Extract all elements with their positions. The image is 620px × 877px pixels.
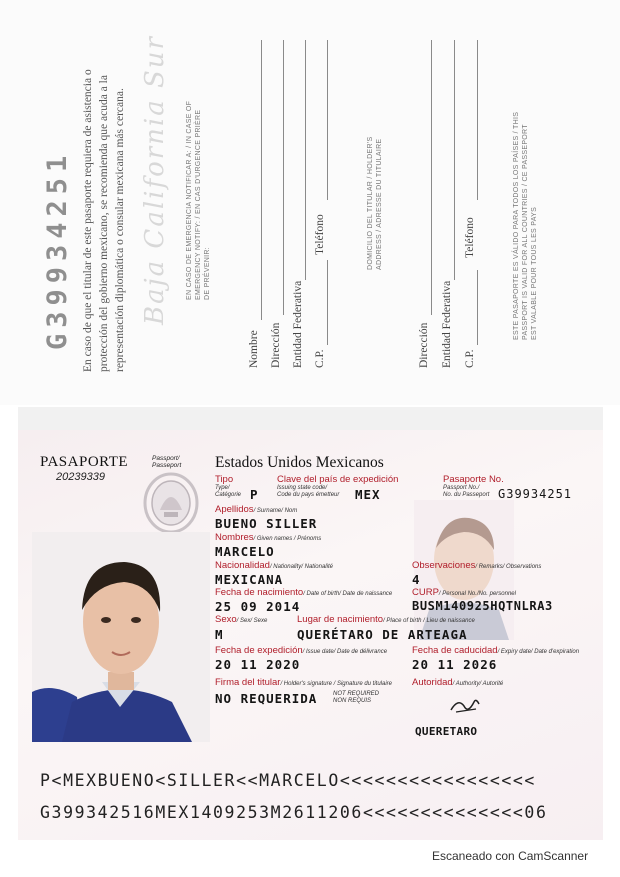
form1-entidad-label: Entidad Federativa: [292, 280, 304, 368]
sexo-label: Sexo/ Sex/ Sexe: [215, 614, 268, 625]
tipo-value: P: [250, 487, 259, 502]
form1-direccion-label: Dirección: [270, 322, 282, 368]
fecha-caducidad-label: Fecha de caducidad/ Expiry date/ Date d'expiration: [412, 645, 580, 656]
passport-no-value: G39934251: [498, 487, 573, 501]
form2-entidad-line: [454, 40, 455, 280]
mrz-line-1: P<MEXBUENO<SILLER<<MARCELO<<<<<<<<<<<<<<<<<: [40, 771, 536, 790]
tipo-label: Tipo: [215, 474, 234, 485]
autoridad-label: Autoridad/ Authority/ Autorité: [412, 677, 504, 688]
autoridad-value: QUERETARO: [415, 725, 478, 738]
form1-cp-line: [327, 260, 328, 345]
fecha-caducidad-value: 20 11 2026: [412, 657, 498, 672]
form2-entidad-label: Entidad Federativa: [441, 280, 453, 368]
holder-photo: [32, 532, 210, 742]
authority-signature: [448, 696, 482, 718]
nacionalidad-label: Nacionalidad/ Nationality/ Nationalité: [215, 560, 333, 571]
observaciones-value: 4: [412, 572, 421, 587]
emergency-notify-caption: EN CASO DE EMERGENCIA NOTIFICAR A: / IN CASE OF EMERGENCY NOTIFY: / EN CAS D'URGENCE PRIÈRE DE PRÉVENIR:: [186, 100, 211, 300]
apellidos-value: BUENO SILLER: [215, 516, 318, 531]
form1-nombre-line: [261, 40, 262, 320]
perforated-serial: G39934251: [42, 149, 73, 350]
curp-value: BUSM140925HQTNLRA3: [412, 599, 553, 613]
validity-caption: ESTE PASAPORTE ES VÁLIDO PARA TODOS LOS PAÍSES / THIS PASSPORT IS VALID FOR ALL COUNTRIES / CE PASSEPORT EST VALABLE POUR TOUS LES PAYS: [513, 111, 538, 340]
form1-cp-label: C.P.: [314, 349, 326, 368]
firma-value-sub: NOT REQUIRED NON REQUIS: [333, 691, 380, 704]
form1-telefono-label: Teléfono: [314, 214, 326, 255]
form1-entidad-line: [305, 40, 306, 280]
lugar-nacimiento-value: QUERÉTARO DE ARTEAGA: [297, 627, 468, 642]
lugar-nacimiento-label: Lugar de nacimiento/ Place of birth / Lieu de naissance: [297, 614, 475, 625]
passport-booklet-number: 20239339: [56, 471, 105, 483]
fecha-expedicion-label: Fecha de expedición/ Issue date/ Date de délivrance: [215, 645, 388, 656]
form2-telefono-line: [477, 40, 478, 200]
nombres-label: Nombres/ Given names / Prénoms: [215, 532, 322, 543]
clave-label: Clave del país de expedición: [277, 474, 399, 485]
consular-warning-text: En caso de que el titular de este pasaporte requiera de asistencia o protección del gobierno mexicano, se recomienda que acuda a la representación diplomática o consular mexicana más cercana.: [82, 69, 126, 372]
form2-direccion-label: Dirección: [418, 322, 430, 368]
passport-no-label: Pasaporte No.: [443, 474, 504, 485]
form2-cp-line: [477, 270, 478, 345]
tipo-sub: Type/ Catégorie: [215, 485, 242, 498]
fecha-nacimiento-value: 25 09 2014: [215, 599, 301, 614]
holder-address-caption: DOMICILIO DEL TITULAR / HOLDER'S ADDRESS / ADRESSE DU TITULAIRE: [367, 136, 383, 270]
sexo-value: M: [215, 627, 224, 642]
clave-sub: Issuing state code/ Code du pays émetteur: [277, 485, 340, 498]
passport-no-sub: Passport No./ No. du Passeport: [443, 485, 490, 498]
nombres-value: MARCELO: [215, 544, 275, 559]
form2-direccion-line: [431, 40, 432, 315]
form2-telefono-label: Teléfono: [464, 217, 476, 258]
nacionalidad-value: MEXICANA: [215, 572, 284, 587]
form1-nombre-label: Nombre: [248, 330, 260, 368]
state-watermark-script: Baja California Sur: [140, 35, 170, 325]
form1-telefono-line: [327, 40, 328, 200]
form2-cp-label: C.P.: [464, 349, 476, 368]
national-emblem-icon: [142, 472, 200, 534]
form1-direccion-line: [283, 40, 284, 315]
curp-label: CURP/ Personal No./No. personnel: [412, 587, 516, 598]
firma-label: Firma del titular/ Holder's signature / Signature du titulaire: [215, 677, 393, 688]
country-name: Estados Unidos Mexicanos: [215, 454, 384, 471]
passport-title-sub: Passport/ Passeport: [152, 455, 182, 469]
mrz-line-2: G399342516MEX1409253M2611206<<<<<<<<<<<<<<06: [40, 803, 548, 822]
observaciones-label: Observaciones/ Remarks/ Observations: [412, 560, 542, 571]
clave-value: MEX: [355, 487, 381, 502]
fecha-expedicion-value: 20 11 2020: [215, 657, 301, 672]
page-fold: [18, 407, 603, 431]
passport-title: PASAPORTE: [40, 454, 129, 470]
scanner-watermark: Escaneado con CamScanner: [432, 849, 589, 863]
firma-value: NO REQUERIDA: [215, 691, 318, 706]
fecha-nacimiento-label: Fecha de nacimiento/ Date of birth/ Date de naissance: [215, 587, 393, 598]
apellidos-label: Apellidos/ Surname/ Nom: [215, 504, 298, 515]
